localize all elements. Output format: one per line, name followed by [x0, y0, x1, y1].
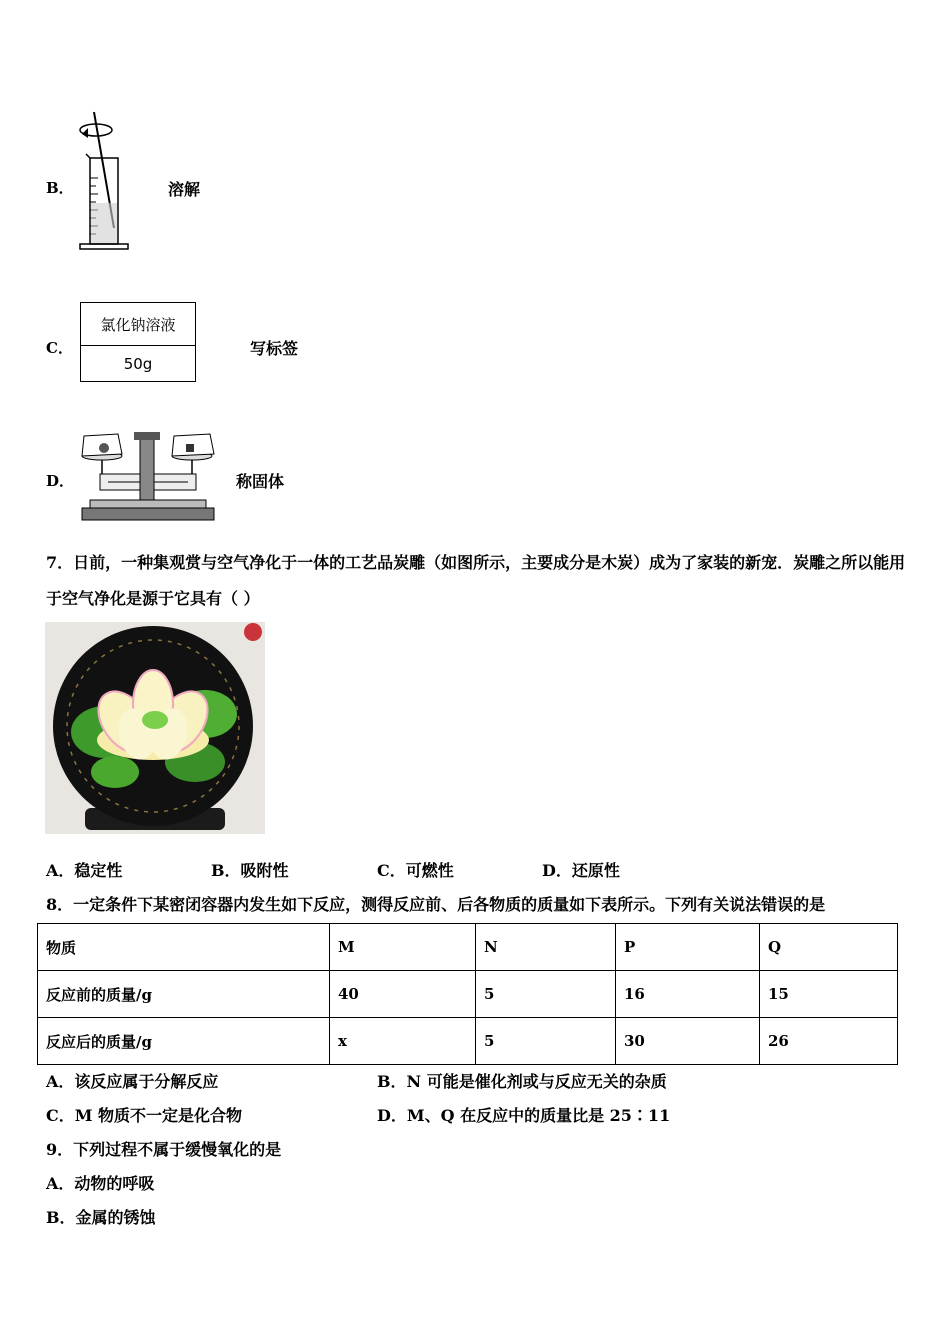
- table-cell: 26: [760, 1018, 898, 1065]
- q8-option-c[interactable]: C．M 物质不一定是化合物: [46, 1106, 243, 1125]
- option-b-caption: 溶解: [168, 180, 201, 199]
- dissolving-cylinder-illustration: [74, 108, 138, 254]
- option-c-letter: C．: [46, 339, 73, 357]
- table-cell: x: [330, 1018, 476, 1065]
- table-cell: 5: [476, 971, 616, 1018]
- q9-stem: 9．下列过程不属于缓慢氧化的是: [46, 1140, 282, 1159]
- table-header-cell: Q: [760, 924, 898, 971]
- table-cell: 5: [476, 1018, 616, 1065]
- option-d-caption: 称固体: [236, 472, 285, 491]
- q7-option-a[interactable]: A．稳定性: [46, 861, 123, 880]
- table-cell: 反应后的质量/g: [38, 1018, 330, 1065]
- table-cell: 30: [616, 1018, 760, 1065]
- q8-option-d[interactable]: D．M、Q 在反应中的质量比是 25∶11: [377, 1106, 671, 1125]
- table-row: [38, 1018, 898, 1065]
- q8-option-a[interactable]: A．该反应属于分解反应: [46, 1072, 219, 1091]
- table-header-cell: M: [330, 924, 476, 971]
- table-cell: 反应前的质量/g: [38, 971, 330, 1018]
- option-c-caption: 写标签: [250, 339, 299, 358]
- q7-stem: 7．日前，一种集观赏与空气净化于一体的工艺品炭雕（如图所示，主要成分是木炭）成为了家装的新宠．炭雕之所以能用于空气净化是源于它具有（ ）: [46, 553, 906, 608]
- q7-option-d[interactable]: D．还原性: [542, 861, 620, 880]
- q7-option-b[interactable]: B．吸附性: [211, 861, 289, 880]
- option-d-letter: D．: [46, 472, 75, 490]
- table-cell: 40: [330, 971, 476, 1018]
- table-header-cell: P: [616, 924, 760, 971]
- q9-option-b[interactable]: B．金属的锈蚀: [46, 1208, 156, 1227]
- solution-label-card: [80, 302, 196, 382]
- q8-stem: 8．一定条件下某密闭容器内发生如下反应，测得反应前、后各物质的质量如下表所示。下列有关说法错误的是: [46, 895, 826, 914]
- table-row: [38, 971, 898, 1018]
- table-header-cell: N: [476, 924, 616, 971]
- table-header-row: [38, 924, 898, 971]
- q9-option-a[interactable]: A．动物的呼吸: [46, 1174, 155, 1193]
- table-cell: 15: [760, 971, 898, 1018]
- q8-mass-table: [37, 923, 898, 1065]
- q7-option-c[interactable]: C．可燃性: [377, 861, 454, 880]
- table-cell: 16: [616, 971, 760, 1018]
- label-card-name: 氯化钠溶液: [81, 303, 195, 346]
- label-card-mass: 50g: [123, 355, 153, 373]
- charcoal-carving-lotus-image: [45, 622, 265, 834]
- table-header-cell: 物质: [38, 924, 330, 971]
- balance-scale-illustration: [78, 430, 218, 522]
- option-b-letter: B．: [46, 179, 74, 197]
- q8-option-b[interactable]: B．N 可能是催化剂或与反应无关的杂质: [377, 1072, 667, 1091]
